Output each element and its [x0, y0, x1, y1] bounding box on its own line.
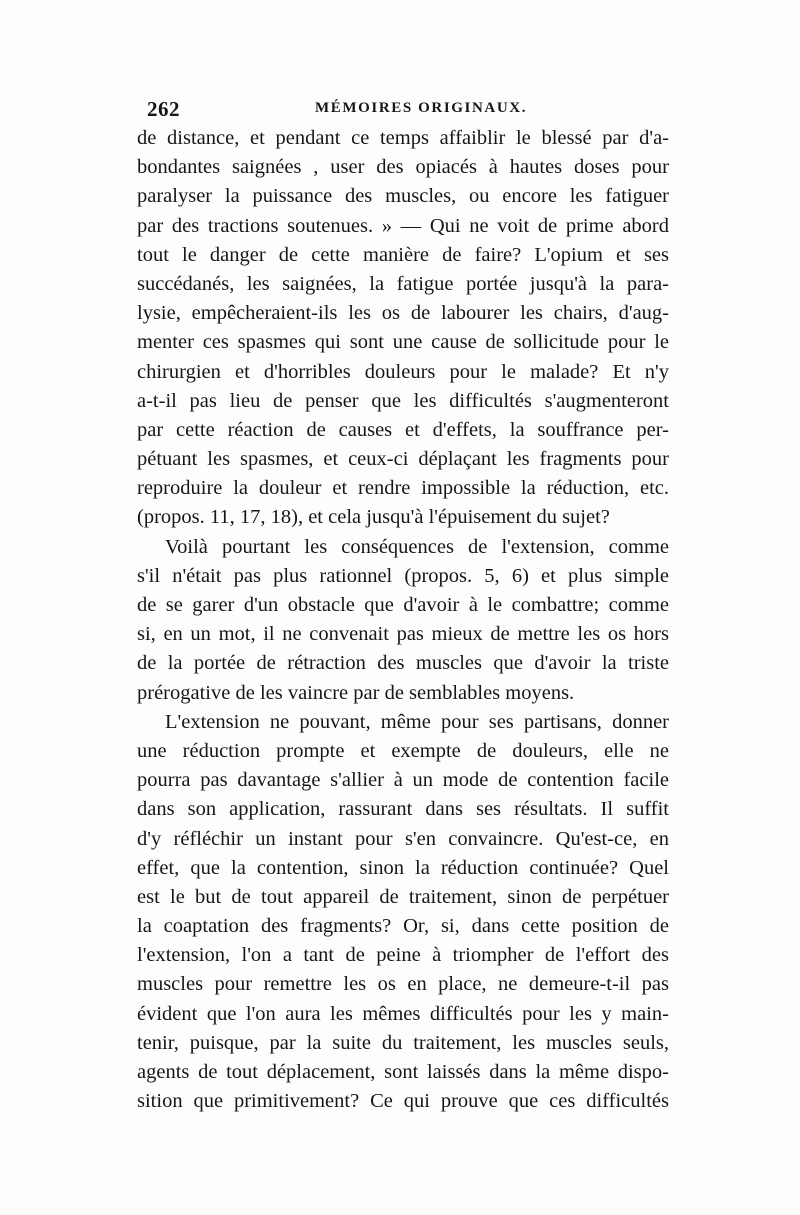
text-line: de distance, et pendant ce temps affaiblir le blessé par d'a-	[137, 127, 669, 149]
text-line: une réduction prompte et exempte de douleurs, elle ne	[137, 739, 669, 762]
text-line: chirurgien et d'horribles douleurs pour le malade? Et n'y	[137, 360, 669, 383]
text-line: par cette réaction de causes et d'effets, la souffrance per-	[137, 418, 669, 441]
text-line: menter ces spasmes qui sont une cause de sollicitude pour le	[137, 331, 669, 354]
text-line: bondantes saignées , user des opiacés à hautes doses pour	[137, 156, 669, 179]
running-head: MÉMOIRES ORIGINAUX.	[315, 100, 528, 116]
text-line: succédanés, les saignées, la fatigue portée jusqu'à la para-	[137, 272, 669, 295]
text-line: pourra pas davantage s'allier à un mode de contention facile	[137, 769, 669, 792]
text-line: reproduire la douleur et rendre impossible la réduction, etc.	[137, 477, 669, 500]
text-line: (propos. 11, 17, 18), et cela jusqu'à l'épuisement du sujet?	[137, 506, 610, 529]
text-line: Voilà pourtant les conséquences de l'extension, comme	[165, 535, 669, 558]
text-line: sition que primitivement? Ce qui prouve que ces difficultés	[137, 1090, 669, 1113]
text-line: a-t-il pas lieu de penser que les difficultés s'augmenteront	[137, 389, 669, 412]
text-line: de la portée de rétraction des muscles que d'avoir la triste	[137, 652, 669, 675]
text-line: est le but de tout appareil de traitement, sinon de perpétuer	[137, 885, 669, 908]
text-line: par des tractions soutenues. » — Qui ne voit de prime abord	[137, 214, 669, 237]
body-text	[137, 124, 669, 1116]
text-line: tout le danger de cette manière de faire? L'opium et ses	[137, 243, 669, 266]
text-line: lysie, empêcheraient-ils les os de labourer les chairs, d'aug-	[137, 302, 669, 325]
text-line: si, en un mot, il ne convenait pas mieux de mettre les os hors	[137, 623, 669, 646]
page-header	[147, 97, 667, 123]
text-line: pétuant les spasmes, et ceux-ci déplaçant les fragments pour	[137, 448, 669, 471]
text-line: agents de tout déplacement, sont laissés dans la même dispo-	[137, 1061, 669, 1083]
text-line: paralyser la puissance des muscles, ou encore les fatiguer	[137, 185, 669, 208]
text-line: prérogative de les vaincre par de semblables moyens.	[137, 681, 575, 704]
text-line: d'y réfléchir un instant pour s'en convaincre. Qu'est-ce, en	[137, 827, 669, 850]
text-line: muscles pour remettre les os en place, ne demeure-t-il pas	[137, 973, 669, 996]
text-line: effet, que la contention, sinon la réduction continuée? Quel	[137, 856, 669, 879]
text-line: l'extension, l'on a tant de peine à triompher de l'effort des	[137, 944, 669, 967]
text-line: L'extension ne pouvant, même pour ses partisans, donner	[165, 710, 669, 733]
page-number: 262	[147, 97, 180, 121]
text-line: la coaptation des fragments? Or, si, dans cette position de	[137, 915, 669, 938]
text-line: tenir, puisque, par la suite du traitement, les muscles seuls,	[137, 1031, 669, 1054]
text-line: évident que l'on aura les mêmes difficultés pour les y main-	[137, 1002, 669, 1025]
text-line: s'il n'était pas plus rationnel (propos. 5, 6) et plus simple	[137, 564, 669, 587]
text-line: dans son application, rassurant dans ses résultats. Il suffit	[137, 798, 669, 821]
text-line: de se garer d'un obstacle que d'avoir à le combattre; comme	[137, 594, 669, 616]
